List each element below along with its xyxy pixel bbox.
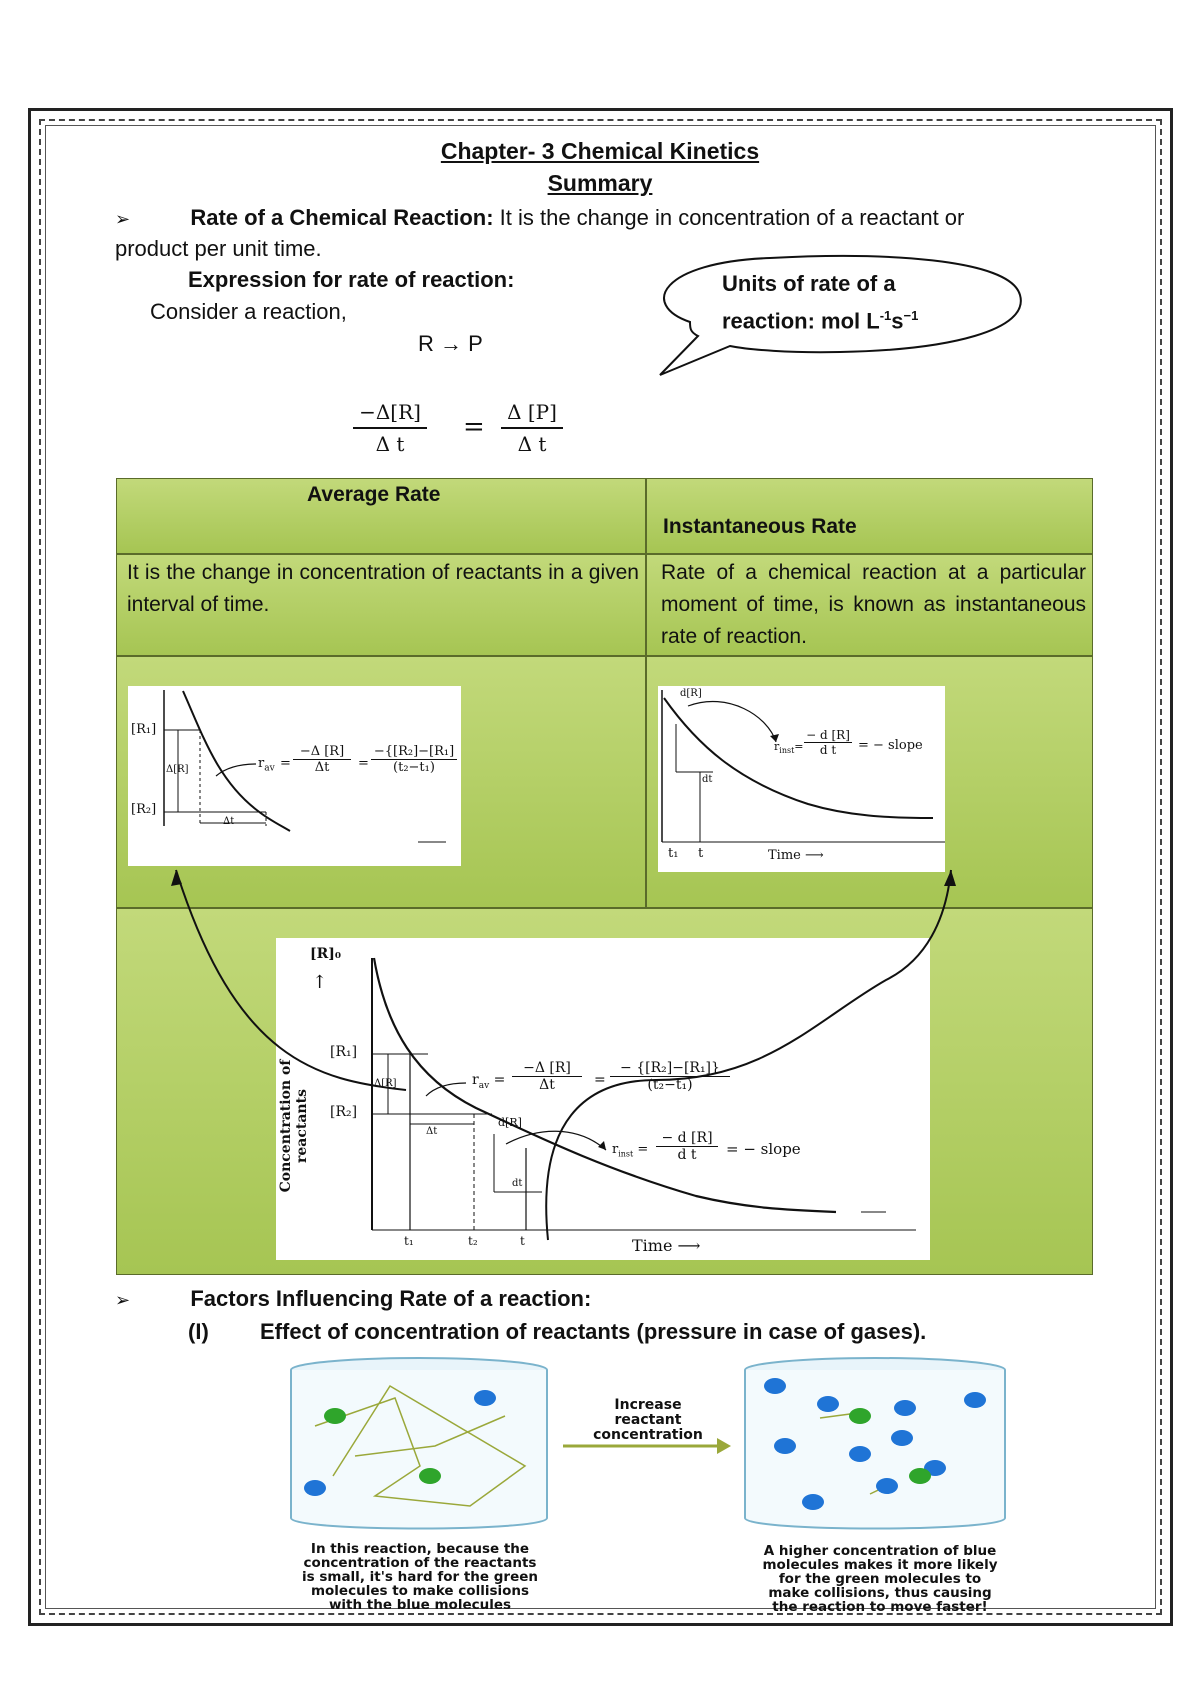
inst-rate-graph: d[R] dt $r_{inst}=$ − d [R] d t = − slope t₁ t Time ⟶ bbox=[658, 686, 945, 872]
inst-rate-definition: Rate of a chemical reaction at a particular moment of time, is known as instantaneous rate of reaction. bbox=[661, 561, 1086, 648]
formula-equals: = bbox=[463, 412, 485, 442]
blue-molecule bbox=[964, 1392, 986, 1408]
avg-rate-header-cell bbox=[116, 478, 646, 554]
chapter-title: Chapter- 3 Chemical Kinetics bbox=[440, 138, 760, 164]
blue-molecule bbox=[764, 1378, 786, 1394]
expression-heading: Expression for rate of reaction: bbox=[188, 267, 515, 292]
blue-molecule bbox=[304, 1480, 326, 1496]
formula-right: $\frac{\Delta [P]}{\text{Δ t}}$ bbox=[492, 400, 572, 456]
rate-definition-line2: product per unit time. bbox=[115, 236, 322, 261]
blue-molecule bbox=[894, 1400, 916, 1416]
factor-item-number: (I) bbox=[188, 1319, 209, 1344]
formula-left: $\frac{-\Delta[R]}{\text{Δ t}}$ bbox=[350, 400, 430, 456]
inst-rate-header-cell bbox=[646, 478, 1093, 554]
summary-title: Summary bbox=[547, 170, 653, 196]
consider-text: Consider a reaction, bbox=[150, 299, 347, 324]
green-molecule bbox=[849, 1408, 871, 1424]
avg-rate-def-cell bbox=[116, 554, 646, 656]
y-axis-label: Concentration of reactants bbox=[278, 1059, 310, 1193]
blue-molecule bbox=[849, 1446, 871, 1462]
factors-heading: Factors Influencing Rate of a reaction: bbox=[190, 1286, 592, 1311]
blue-molecule bbox=[802, 1494, 824, 1510]
bubble-line1: Units of rate of a bbox=[722, 271, 896, 296]
rate-definition bbox=[115, 202, 1100, 235]
bullet-icon: ➢ bbox=[115, 209, 131, 229]
reaction-equation: R → P bbox=[418, 331, 483, 356]
blue-molecule bbox=[817, 1396, 839, 1412]
molecules bbox=[285, 1356, 1045, 1536]
left-caption: In this reaction, because the concentration of the reactants is small, it's hard for the green molecules to make collisions with the blue molecules bbox=[301, 1541, 539, 1613]
inst-rate-heading: Instantaneous Rate bbox=[663, 515, 857, 538]
main-concentration-graph: [R]₀ ↑ [R₁] [R₂] Concentration of reactants Δ[R] Δt d[R] dt $r_{av}$ = −Δ [R] Δt = − {[R₂]−[R₁]} (t₂−t₁) $r_{inst}$ = − d [R] d t = − slope t₁ t₂ t Time ⟶ bbox=[276, 938, 930, 1260]
blue-molecule bbox=[876, 1478, 898, 1494]
green-molecule bbox=[419, 1468, 441, 1484]
factor-item-text: Effect of concentration of reactants (pressure in case of gases). bbox=[260, 1319, 927, 1344]
inst-rate-def-cell bbox=[646, 554, 1093, 656]
blue-molecule bbox=[774, 1438, 796, 1454]
connector-arrows bbox=[116, 860, 1093, 1280]
green-molecule bbox=[324, 1408, 346, 1424]
rate-definition-text: It is the change in concentration of a reactant or bbox=[493, 205, 965, 230]
blue-molecule bbox=[891, 1430, 913, 1446]
avg-rate-graph: [R₁] [R₂] Δ[R] Δt $r_{av}$ = −Δ [R] Δt = −{[R₂]−[R₁] (t₂−t₁) bbox=[128, 686, 461, 866]
bubble-line2: reaction: mol $L^{-1}s^{-1}$ bbox=[722, 308, 919, 334]
avg-rate-heading: Average Rate bbox=[307, 483, 441, 506]
factors-heading-row bbox=[115, 1283, 591, 1316]
arrow-label: Increase reactant concentration bbox=[593, 1397, 703, 1443]
avg-rate-definition: It is the change in concentration of reactants in a given interval of time. bbox=[127, 561, 639, 616]
right-caption: A higher concentration of blue molecules makes it more likely for the green molecules to make collisions, thus causing the reaction to move faster! bbox=[762, 1543, 998, 1615]
bullet-icon: ➢ bbox=[115, 1290, 131, 1310]
up-arrow-icon: ↑ bbox=[312, 972, 328, 993]
blue-molecule bbox=[474, 1390, 496, 1406]
green-molecule bbox=[909, 1468, 931, 1484]
rate-label: Rate of a Chemical Reaction: bbox=[190, 205, 494, 230]
